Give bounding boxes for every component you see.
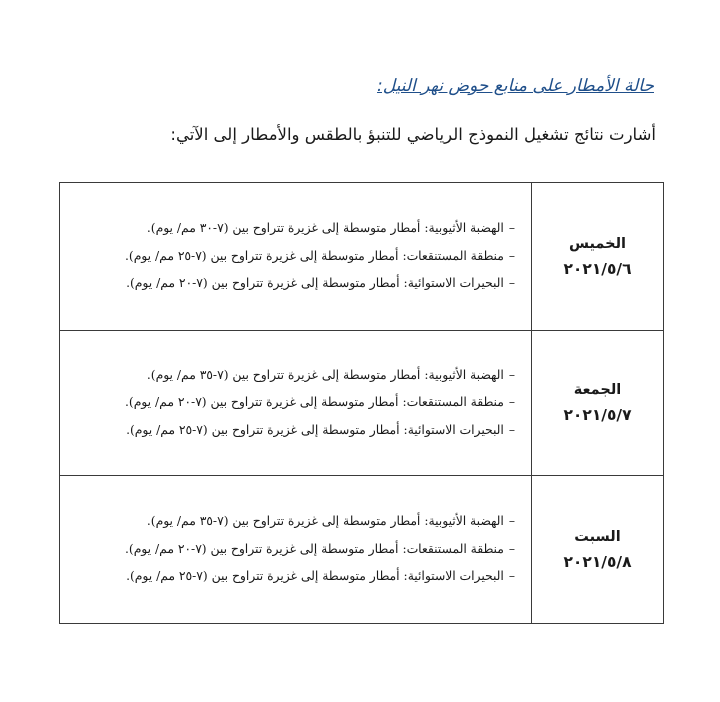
detail-line (60, 508, 515, 536)
region-label: الهضبة الأثيوبية: (424, 514, 504, 529)
region-label: البحيرات الاستوائية: (403, 276, 504, 291)
rain-text: أمطار متوسطة إلى غزيرة تتراوح بين (٧-٣٥ مم/ يوم). (146, 514, 421, 529)
day-date: ٢٠٢١/٥/٧ (563, 406, 632, 424)
region-label: منطقة المستنقعات: (402, 395, 504, 410)
region-label: الهضبة الأثيوبية: (424, 367, 504, 382)
rain-text: أمطار متوسطة إلى غزيرة تتراوح بين (٧-٢٥ مم/ يوم). (124, 248, 399, 263)
bullet-dash: – (508, 395, 515, 410)
bullet-dash: – (508, 221, 515, 236)
rain-text: أمطار متوسطة إلى غزيرة تتراوح بين (٧-٢٥ مم/ يوم). (126, 569, 400, 584)
day-cell (532, 183, 664, 331)
day-name: الجمعة (573, 382, 622, 398)
bullet-dash: – (508, 569, 515, 584)
day-cell (532, 331, 664, 476)
region-label: البحيرات الاستوائية: (403, 569, 504, 584)
details-cell (60, 476, 532, 624)
rain-text: أمطار متوسطة إلى غزيرة تتراوح بين (٧-٣٠ مم/ يوم). (146, 221, 421, 236)
day-name: السبت (574, 528, 621, 545)
rain-text: أمطار متوسطة إلى غزيرة تتراوح بين (٧-٢٥ مم/ يوم). (126, 422, 400, 437)
region-label: منطقة المستنقعات: (402, 248, 504, 263)
detail-line (60, 362, 515, 390)
forecast-row-saturday (60, 476, 664, 624)
day-name: الخميس (568, 235, 626, 252)
detail-line (60, 417, 515, 445)
region-label: الهضبة الأثيوبية: (424, 221, 504, 236)
rain-text: أمطار متوسطة إلى غزيرة تتراوح بين (٧-٢٠ مم/ يوم). (124, 541, 399, 556)
rain-text: أمطار متوسطة إلى غزيرة تتراوح بين (٧-٣٥ مم/ يوم). (146, 367, 421, 382)
document-title: حالة الأمطار على منابع حوض نهر النيل: (377, 76, 654, 96)
detail-line (60, 243, 515, 271)
bullet-dash: – (508, 276, 515, 291)
day-date: ٢٠٢١/٥/٨ (563, 552, 632, 571)
forecast-row-thursday (60, 183, 664, 331)
bullet-dash: – (508, 248, 515, 263)
intro-text: أشارت نتائج تشغيل النموذج الرياضي للتنبؤ بالطقس والأمطار إلى الآتي: (170, 125, 656, 144)
details-cell (60, 183, 532, 331)
bullet-dash: – (508, 367, 515, 382)
bullet-dash: – (508, 541, 515, 556)
detail-line (60, 389, 515, 417)
detail-line (60, 215, 515, 243)
forecast-table (59, 182, 664, 624)
day-cell (532, 476, 664, 624)
forecast-row-friday (60, 331, 664, 476)
bullet-dash: – (508, 514, 515, 529)
bullet-dash: – (508, 422, 515, 437)
region-label: البحيرات الاستوائية: (403, 422, 504, 437)
detail-line (60, 536, 515, 564)
region-label: منطقة المستنقعات: (402, 541, 504, 556)
detail-line (60, 270, 515, 298)
detail-line (60, 563, 515, 591)
details-cell (60, 331, 532, 476)
day-date: ٢٠٢١/٥/٦ (563, 259, 632, 278)
rain-text: أمطار متوسطة إلى غزيرة تتراوح بين (٧-٢٠ مم/ يوم). (126, 276, 400, 291)
rain-text: أمطار متوسطة إلى غزيرة تتراوح بين (٧-٢٠ مم/ يوم). (124, 395, 399, 410)
